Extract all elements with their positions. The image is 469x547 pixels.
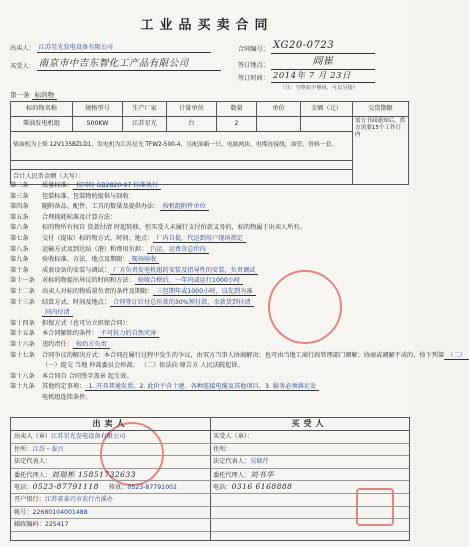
clause-text: 电机组连续条件。 <box>42 393 92 401</box>
clause-number: 第五条 <box>10 213 29 221</box>
cell-maker: 江苏星光 <box>123 117 167 132</box>
clause-answer: 现场验收 <box>129 256 160 264</box>
clause-text: 本合同解除的条件： <box>42 330 98 338</box>
items-table <box>10 101 409 185</box>
party-field-label: 买受人（章）： <box>213 433 254 440</box>
clause-number: 第十五条 <box>10 330 35 338</box>
clause-row <box>10 224 406 235</box>
party-field-label: 电话： <box>213 484 232 492</box>
sign-time-label: 签订时间： <box>238 74 269 82</box>
buyer-line <box>10 58 221 71</box>
clause-number: 第四条 <box>10 203 29 211</box>
party-row <box>210 507 409 520</box>
th-maker: 生产厂家 <box>123 102 167 117</box>
party-row <box>11 481 210 494</box>
clause-text: 合理损耗标准及计算方法： <box>42 213 117 221</box>
party-field-value: 225417 <box>44 521 69 529</box>
cell-name: 柴油发电机组 <box>11 117 73 132</box>
clause-row <box>10 246 406 257</box>
party-field-label: 出卖人（章） <box>14 433 52 440</box>
party-field-value: 江苏・泰兴 <box>32 445 64 453</box>
blank-note: （注：空格如不够用，可以另接） <box>280 85 358 91</box>
party-field-label: 委托代理人： <box>213 471 251 479</box>
clause-answer: 同内付清 <box>42 309 73 317</box>
clause-answer: 厂内自提，代运到用户现场指定 <box>153 235 246 243</box>
table-empty-row <box>11 161 409 170</box>
cell-total-label: 合计人民币金额（大写）： <box>11 170 353 185</box>
clause-number: 第十三条 <box>10 298 35 306</box>
party-row <box>11 494 210 507</box>
seller-name: 江苏星光发电设备有限公司 <box>37 44 211 53</box>
clause-row <box>10 362 406 373</box>
party-field-label: 住所： <box>14 445 33 453</box>
clause-text: 违约责任： <box>42 340 73 348</box>
seller-label: 出卖人： <box>10 45 35 52</box>
party-field-value: 刘瑞彬 15851732633 <box>51 469 136 479</box>
party-field-label: 法定代表人： <box>213 458 251 466</box>
seller-rows <box>11 431 210 532</box>
contract-seal <box>268 270 342 344</box>
cell-desc: 柴油机为上柴 12V135BZLD1，发电机为江苏星光 TFW2-500-4，另配油箱一只、电瓶两块、电缆连接线，油管、资料一套。 <box>11 132 353 161</box>
clause-text: 对标的物提出异议的时间和方法： <box>42 277 135 285</box>
party-field-label: 法定代表人： <box>14 458 52 466</box>
clause-text: 本合同自 合同签字盖章 起生效。 <box>42 372 133 380</box>
party-row <box>210 444 409 457</box>
clause-answer: （二） <box>444 352 469 360</box>
clause-number: 第二条 <box>10 182 29 189</box>
th-spec: 规格型号 <box>73 102 123 117</box>
buyer-rows <box>210 431 409 532</box>
clause-row <box>10 277 406 288</box>
seller-line <box>10 44 211 53</box>
party-field-label: 邮政编码： <box>14 521 45 529</box>
section1-label: 第一条 <box>10 91 30 99</box>
party-field-value: 吴瑞芹 <box>250 458 269 466</box>
party-field-value: 江苏省泰兴市农行古溪办 <box>44 495 113 503</box>
clause-number: 第十八条 <box>10 372 35 380</box>
seller-header: 出卖人 <box>11 418 210 431</box>
section1-heading <box>10 91 57 99</box>
th-delivery: 交货期限 <box>353 102 409 117</box>
clause-number: 第三条 <box>10 192 29 200</box>
cell-qty: 2 <box>217 117 257 132</box>
clause-row <box>10 330 406 341</box>
clause-row <box>10 256 406 267</box>
clause-row <box>10 341 406 352</box>
clause-text: 担保方式（也可另立担保合同）： <box>42 319 132 327</box>
party-field-value: 刘书华 <box>250 469 275 479</box>
clause-text: 出卖人对标的物质量负责的条件及期限： <box>42 287 154 295</box>
cell-empty <box>11 161 353 170</box>
party-row <box>210 456 409 469</box>
clause-answer: 按机组附件单位 <box>160 203 209 211</box>
clause-row <box>10 383 406 394</box>
party-field-label: 电话： <box>14 484 33 492</box>
party-row <box>11 431 210 444</box>
party-row <box>210 494 409 507</box>
clause-row <box>10 309 406 320</box>
clause-number: 第九条 <box>10 256 29 264</box>
party-field-label: 委托代理人： <box>14 471 52 479</box>
clause-number: 第七条 <box>10 234 29 242</box>
seller-column <box>11 418 211 540</box>
clause-answer: 汽运，运费含总价内 <box>147 246 209 254</box>
buyer-header: 买受人 <box>210 418 409 431</box>
clause-text: 包装标准、包装物的提供与回收： <box>42 192 135 200</box>
buyer-label: 买受人： <box>10 63 35 71</box>
th-name: 标的物名称 <box>11 102 73 117</box>
clause-number: 第十九条 <box>10 383 35 391</box>
party-field-label: 住所： <box>213 445 232 453</box>
clause-row <box>10 351 466 363</box>
party-row <box>210 431 409 444</box>
clauses-list <box>10 182 466 404</box>
party-field-value: 江苏星光发电设备有限公司 <box>51 433 126 440</box>
sign-place-line <box>238 56 375 70</box>
clause-text: 验收标准、方法、地点及期限： <box>42 256 129 264</box>
th-amount: 金额（元） <box>301 102 353 117</box>
clause-text: 标的物所有权自 货款付清 时起转移，但买受人未履行支付价款义务的，标的物属于出卖人所有。 <box>42 224 306 232</box>
contract-no: XG20-0723 <box>271 40 375 54</box>
clause-row <box>10 320 406 331</box>
clause-answer: 厂方负责发电机组的安装及指导性的安装，负责调试 <box>110 267 258 275</box>
buyer-column <box>210 418 409 540</box>
cell-spec: 500KW <box>73 117 123 132</box>
table-desc-row <box>11 132 409 161</box>
party-row <box>210 469 409 482</box>
table-header-row <box>11 102 409 117</box>
page-title: 工业品买卖合同 <box>140 18 274 33</box>
clause-text: 运输方式及到达站（港）和费用负担： <box>42 245 148 253</box>
clause-answer: 三包期年或1000小时，以先到为准 <box>153 288 255 296</box>
clause-number: 第十七条 <box>10 351 35 359</box>
table-row <box>11 117 409 132</box>
party-field-label: 开户银行： <box>14 495 45 503</box>
cell-price <box>257 117 301 132</box>
clause-text: （一）提交 当地 仲裁委员会仲裁； （二）依法向 原告方 人民法院起诉。 <box>42 362 244 370</box>
party-row <box>11 444 210 457</box>
cell-unit: 台 <box>167 117 217 132</box>
party-field-value: 0316 6168888 <box>231 482 293 492</box>
fax-label: 传真： <box>108 484 128 492</box>
clause-row <box>10 373 406 384</box>
clause-answer: 按约方负责 <box>73 341 110 349</box>
party-field-value: 22680104001488 <box>32 508 88 516</box>
sign-place: 阎崔 <box>271 56 375 70</box>
party-row <box>210 481 409 494</box>
section1-title: 标的物 <box>32 91 58 100</box>
party-row <box>11 469 210 482</box>
clause-number: 第十一条 <box>10 277 35 285</box>
clause-row <box>10 214 406 225</box>
clause-text: 质量标准： <box>42 182 73 189</box>
clause-answer: 不可抗力的自然灾害 <box>98 330 160 338</box>
clause-row <box>10 288 406 299</box>
party-field-value: 0523-87791118 <box>32 482 99 492</box>
clause-text: 随附备品、配件、工具的数量及提供办法： <box>42 203 160 211</box>
clause-number: 第十六条 <box>10 340 35 348</box>
clause-text: 其他约定事项： <box>42 383 86 391</box>
cell-amount <box>301 117 353 132</box>
th-qty: 数量 <box>217 102 257 117</box>
clause-text: 交付（提取）标的物方式、时间、地点： <box>42 234 154 242</box>
parties-table <box>10 417 410 541</box>
clause-answer: 1. 开具普通发票，2. 此价不含土建、各种连接电缆及其他项目，3. 服务必须满足发 <box>85 383 319 391</box>
clause-number: 第六条 <box>10 224 29 232</box>
buyer-name: 南京市中吉东智化工产品有限公司 <box>37 58 221 71</box>
clause-answer: 验收合格后，一年内或运行1000小时 <box>135 277 243 285</box>
th-unit: 计量单位 <box>167 102 217 117</box>
clause-row <box>10 299 406 310</box>
clause-number: 第十条 <box>10 266 29 274</box>
party-row <box>11 456 210 469</box>
party-row <box>11 519 210 532</box>
clause-row <box>10 235 406 246</box>
clause-row <box>10 182 406 193</box>
clause-row <box>10 193 406 204</box>
clause-row <box>10 394 406 405</box>
fax-value: 0523-87791002 <box>127 484 177 492</box>
party-row <box>210 519 409 532</box>
clause-number: 第十四条 <box>10 319 35 327</box>
sign-place-label: 签订地点： <box>238 61 269 69</box>
th-price: 单价 <box>257 102 301 117</box>
contract-no-line <box>238 40 375 54</box>
clause-text: 合同争议的解决方式：本合同在履行过程中发生的争议，由双方当事人协商解决；也可由当地工商行政管理部门调解；协商或调解不成的，按下列第 <box>42 351 445 359</box>
sign-time: 2014年 7 月 23日 <box>271 71 375 83</box>
cell-delivery: 需方书面通知后，供方需要15个工作日内 <box>353 117 409 185</box>
contract-no-label: 合同编号： <box>238 45 269 53</box>
party-field-label: 帐号： <box>14 508 33 516</box>
sign-time-line <box>238 71 375 83</box>
clause-row <box>10 267 406 278</box>
clause-answer: 合同签订后付总价款的30%预付款，余款货到付清 <box>110 299 254 307</box>
clause-number: 第八条 <box>10 245 29 253</box>
clause-text: 结算方式、时间及地点： <box>42 298 111 306</box>
clause-text: 成套设备的安装与调试： <box>42 266 111 274</box>
clause-number: 第十二条 <box>10 287 35 295</box>
clause-answer: 按国标 GB2820-97 标准执行 <box>73 182 161 190</box>
clause-row <box>10 203 406 214</box>
party-row <box>11 507 210 520</box>
